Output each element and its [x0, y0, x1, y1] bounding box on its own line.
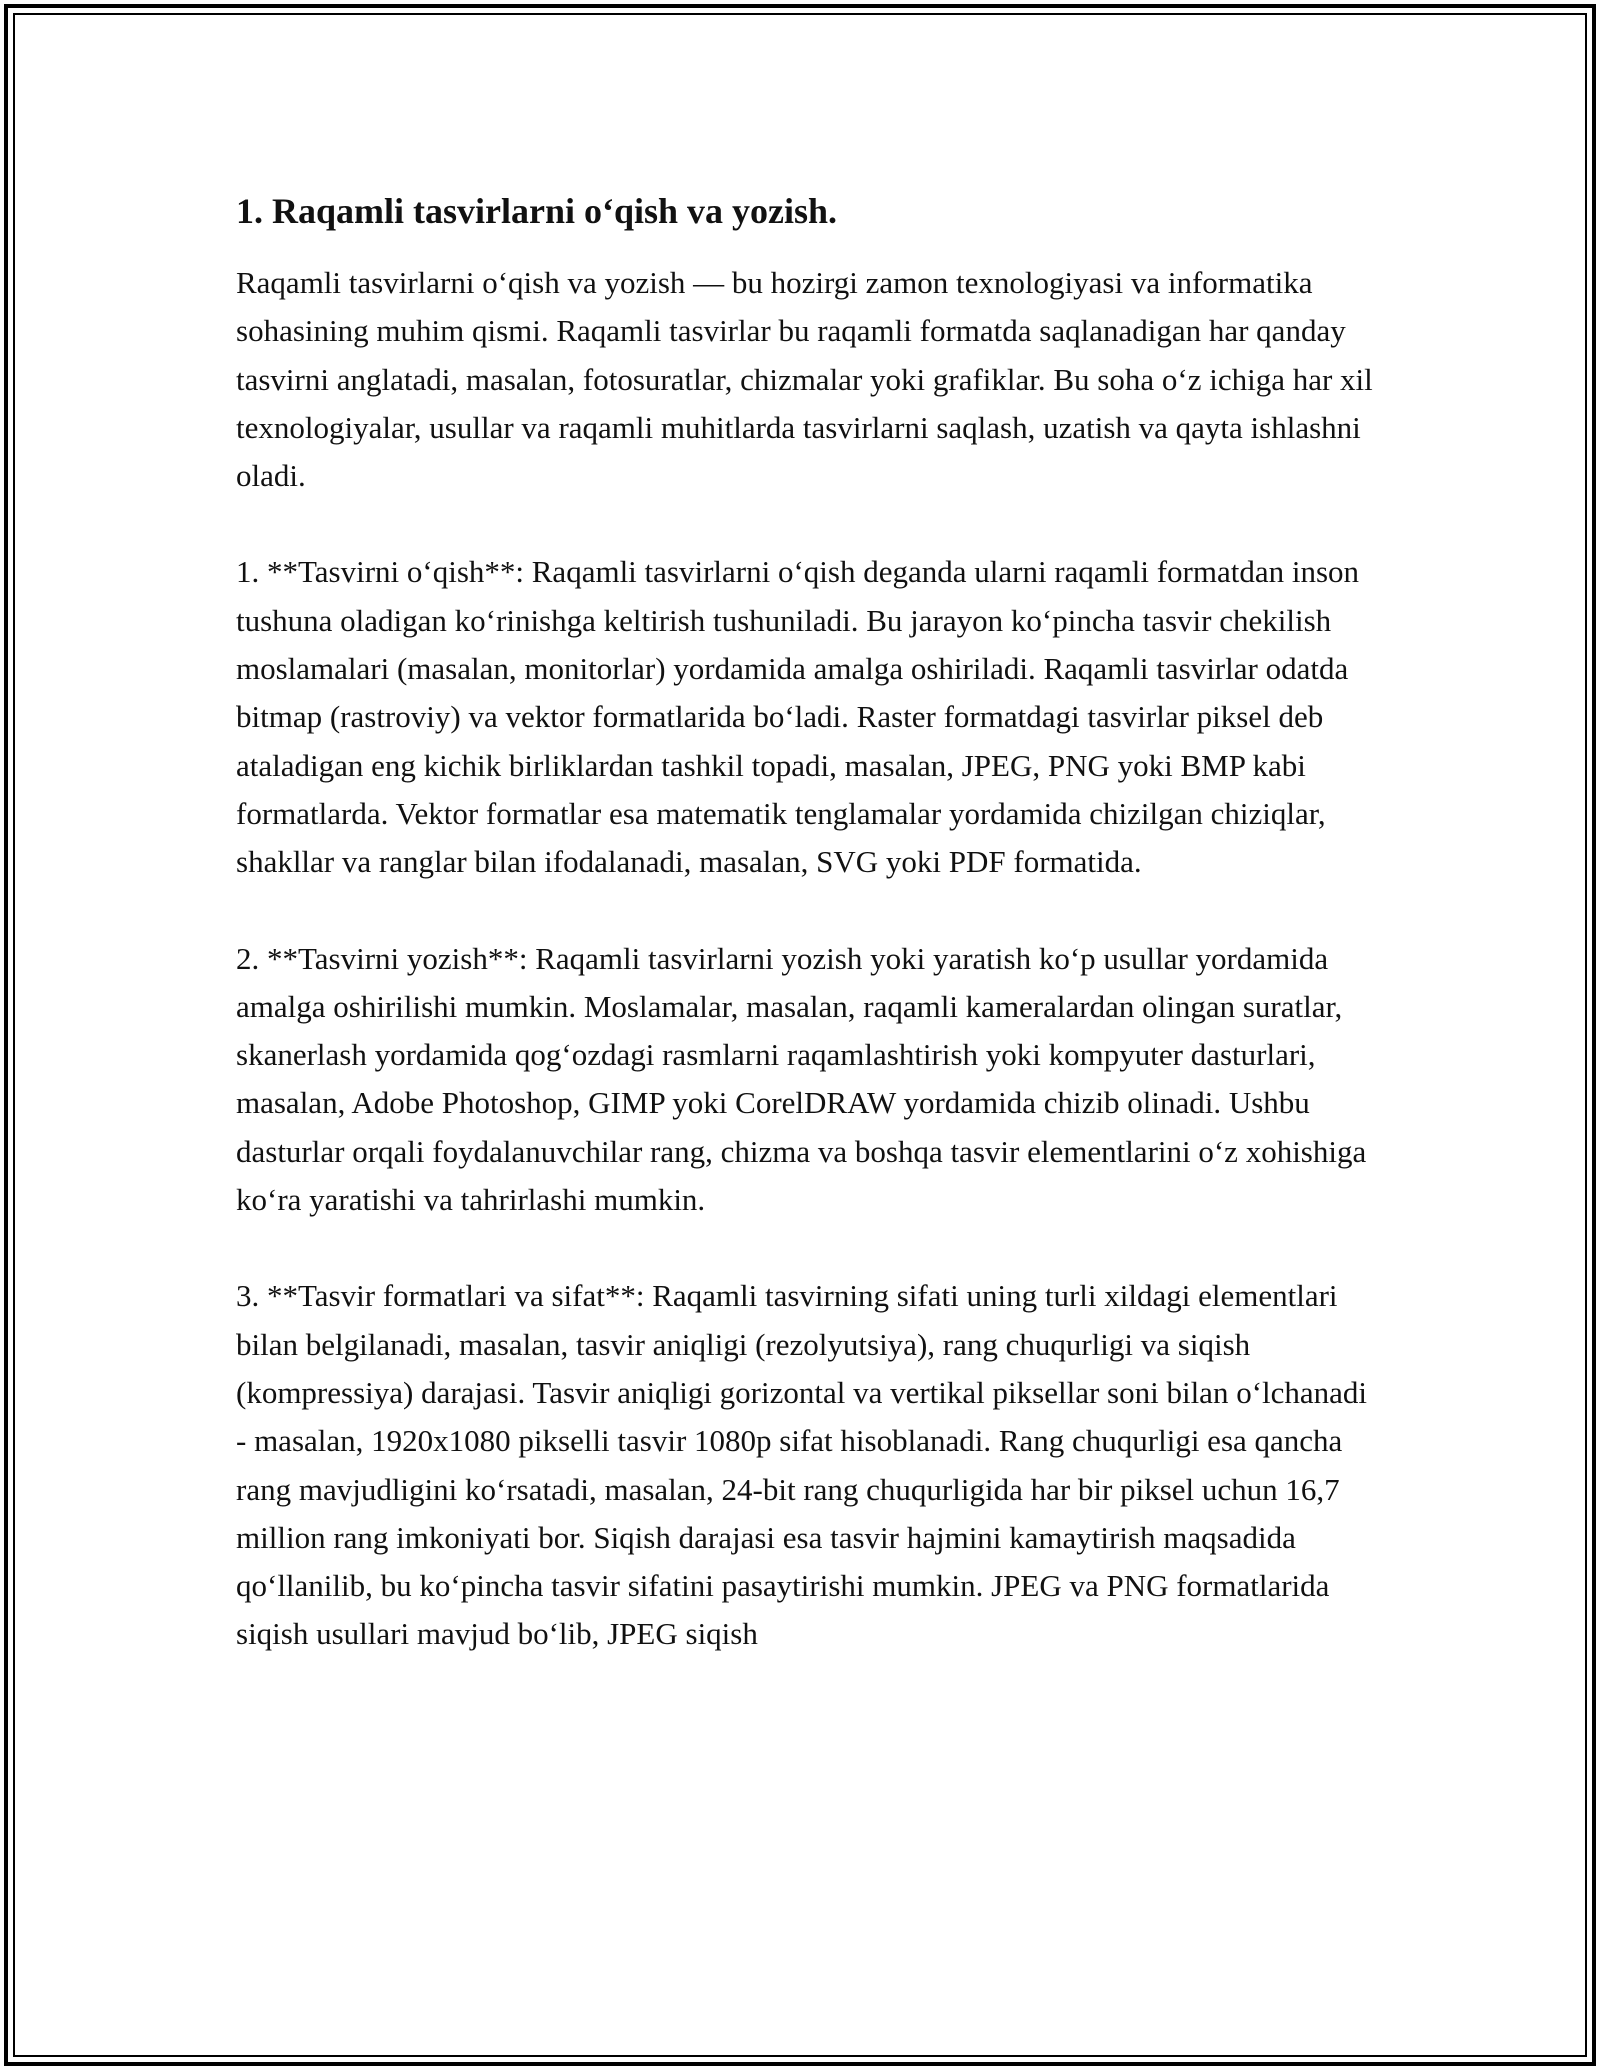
paragraph-writing: 2. **Tasvirni yozish**: Raqamli tasvirlarni yozish yoki yaratish ko‘p usullar yordamida amalga oshirilishi mumkin. Moslamalar, masalan, raqamli kameralardan olingan suratlar, skanerlash yordamida qog‘ozdagi rasmlarni raqamlashtirish yoki kompyuter dasturlari, masalan, Adobe Photoshop, GIMP yoki CorelDRAW yordamida chizib olinadi. Ushbu dasturlar orqali foydalanuvchilar rang, chizma va boshqa tasvir elementlarini o‘z xohishiga ko‘ra yaratishi va tahrirlashi mumkin.: [236, 940, 1367, 1218]
document-heading: 1. Raqamli tasvirlarni o‘qish va yozish.: [236, 191, 838, 231]
paragraph-intro: Raqamli tasvirlarni o‘qish va yozish — bu hozirgi zamon texnologiyasi va informatika sohasining muhim qismi. Raqamli tasvirlar bu raqamli formatda saqlanadigan har qanday tasvirni anglatadi, masalan, fotosuratlar, chizmalar yoki grafiklar. Bu soha o‘z ichiga har xil texnologiyalar, usullar va raqamli muhitlarda tasvirlarni saqlash, uzatish va qayta ishlashni oladi.: [236, 265, 1373, 494]
paragraph-formats-quality: 3. **Tasvir formatlari va sifat**: Raqamli tasvirning sifati uning turli xildagi elementlari bilan belgilanadi, masalan, tasvir aniqligi (rezolyutsiya), rang chuqurligi va siqish (kompressiya) darajasi. Tasvir aniqligi gorizontal va vertikal piksellar soni bilan o‘lchanadi - masalan, 1920x1080 pikselli tasvir 1080p sifat hisoblanadi. Rang chuqurligi esa qancha rang mavjudligini ko‘rsatadi, masalan, 24-bit rang chuqurligida har bir piksel uchun 16,7 million rang imkoniyati bor. Siqish darajasi esa tasvir hajmini kamaytirish maqsadida qo‘llanilib, bu ko‘pincha tasvir sifatini pasaytirishi mumkin. JPEG va PNG formatlarida siqish usullari mavjud bo‘lib, JPEG siqish: [236, 1278, 1368, 1652]
paragraph-reading: 1. **Tasvirni o‘qish**: Raqamli tasvirlarni o‘qish deganda ularni raqamli formatdan inson tushuna oladigan ko‘rinishga keltirish tushuniladi. Bu jarayon ko‘pincha tasvir chekilish moslamalari (masalan, monitorlar) yordamida amalga oshiriladi. Raqamli tasvirlar odatda bitmap (rastroviy) va vektor formatlarida bo‘ladi. Raster formatdagi tasvirlar piksel deb ataladigan eng kichik birliklardan tashkil topadi, masalan, JPEG, PNG yoki BMP kabi formatlarda. Vektor formatlar esa matematik tenglamalar yordamida chizilgan chiziqlar, shakllar va ranglar bilan ifodalanadi, masalan, SVG yoki PDF formatida.: [236, 554, 1360, 880]
document-body: [236, 185, 1376, 1707]
